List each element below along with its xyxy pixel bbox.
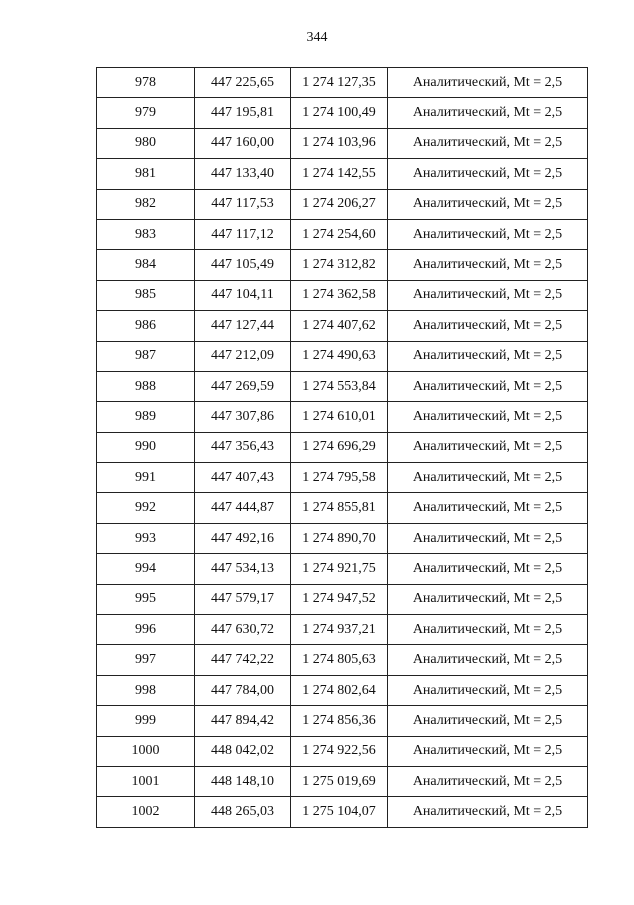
x-coordinate-cell: 447 307,86 — [195, 402, 291, 432]
x-coordinate-cell: 447 133,40 — [195, 159, 291, 189]
y-coordinate-cell: 1 274 937,21 — [291, 615, 388, 645]
y-coordinate-cell: 1 274 103,96 — [291, 128, 388, 158]
table-row — [97, 128, 588, 158]
table-row — [97, 341, 588, 371]
table-row — [97, 645, 588, 675]
point-number-cell: 983 — [97, 219, 195, 249]
table-row — [97, 280, 588, 310]
table-row — [97, 584, 588, 614]
table-row — [97, 554, 588, 584]
method-cell: Аналитический, Mt = 2,5 — [388, 311, 588, 341]
point-number-cell: 985 — [97, 280, 195, 310]
page-number: 344 — [306, 30, 328, 45]
table-row — [97, 159, 588, 189]
table-row — [97, 615, 588, 645]
y-coordinate-cell: 1 274 856,36 — [291, 706, 388, 736]
point-number-cell: 992 — [97, 493, 195, 523]
method-cell: Аналитический, Mt = 2,5 — [388, 98, 588, 128]
method-cell: Аналитический, Mt = 2,5 — [388, 128, 588, 158]
table-row — [97, 402, 588, 432]
y-coordinate-cell: 1 274 254,60 — [291, 219, 388, 249]
x-coordinate-cell: 448 265,03 — [195, 797, 291, 827]
y-coordinate-cell: 1 274 206,27 — [291, 189, 388, 219]
point-number-cell: 998 — [97, 675, 195, 705]
x-coordinate-cell: 447 444,87 — [195, 493, 291, 523]
x-coordinate-cell: 448 148,10 — [195, 766, 291, 796]
point-number-cell: 981 — [97, 159, 195, 189]
point-number-cell: 991 — [97, 463, 195, 493]
x-coordinate-cell: 447 630,72 — [195, 615, 291, 645]
x-coordinate-cell: 447 534,13 — [195, 554, 291, 584]
table-row — [97, 493, 588, 523]
x-coordinate-cell: 447 579,17 — [195, 584, 291, 614]
method-cell: Аналитический, Mt = 2,5 — [388, 615, 588, 645]
point-number-cell: 1001 — [97, 766, 195, 796]
method-cell: Аналитический, Mt = 2,5 — [388, 645, 588, 675]
y-coordinate-cell: 1 274 362,58 — [291, 280, 388, 310]
table-row — [97, 250, 588, 280]
table-row — [97, 736, 588, 766]
point-number-cell: 999 — [97, 706, 195, 736]
method-cell: Аналитический, Mt = 2,5 — [388, 493, 588, 523]
x-coordinate-cell: 447 104,11 — [195, 280, 291, 310]
point-number-cell: 1002 — [97, 797, 195, 827]
point-number-cell: 979 — [97, 98, 195, 128]
table-row — [97, 675, 588, 705]
y-coordinate-cell: 1 274 802,64 — [291, 675, 388, 705]
y-coordinate-cell: 1 274 610,01 — [291, 402, 388, 432]
point-number-cell: 994 — [97, 554, 195, 584]
y-coordinate-cell: 1 274 922,56 — [291, 736, 388, 766]
method-cell: Аналитический, Mt = 2,5 — [388, 463, 588, 493]
method-cell: Аналитический, Mt = 2,5 — [388, 159, 588, 189]
point-number-cell: 984 — [97, 250, 195, 280]
method-cell: Аналитический, Mt = 2,5 — [388, 402, 588, 432]
point-number-cell: 986 — [97, 311, 195, 341]
method-cell: Аналитический, Mt = 2,5 — [388, 189, 588, 219]
point-number-cell: 997 — [97, 645, 195, 675]
x-coordinate-cell: 447 127,44 — [195, 311, 291, 341]
table-row — [97, 463, 588, 493]
method-cell: Аналитический, Mt = 2,5 — [388, 432, 588, 462]
x-coordinate-cell: 447 269,59 — [195, 371, 291, 401]
x-coordinate-cell: 448 042,02 — [195, 736, 291, 766]
y-coordinate-cell: 1 274 696,29 — [291, 432, 388, 462]
method-cell: Аналитический, Mt = 2,5 — [388, 68, 588, 98]
table-row — [97, 766, 588, 796]
y-coordinate-cell: 1 274 890,70 — [291, 523, 388, 553]
point-number-cell: 989 — [97, 402, 195, 432]
method-cell: Аналитический, Mt = 2,5 — [388, 584, 588, 614]
point-number-cell: 978 — [97, 68, 195, 98]
y-coordinate-cell: 1 274 553,84 — [291, 371, 388, 401]
method-cell: Аналитический, Mt = 2,5 — [388, 797, 588, 827]
y-coordinate-cell: 1 275 019,69 — [291, 766, 388, 796]
method-cell: Аналитический, Mt = 2,5 — [388, 736, 588, 766]
y-coordinate-cell: 1 274 795,58 — [291, 463, 388, 493]
table-row — [97, 219, 588, 249]
x-coordinate-cell: 447 212,09 — [195, 341, 291, 371]
x-coordinate-cell: 447 117,12 — [195, 219, 291, 249]
x-coordinate-cell: 447 105,49 — [195, 250, 291, 280]
y-coordinate-cell: 1 274 407,62 — [291, 311, 388, 341]
point-number-cell: 987 — [97, 341, 195, 371]
method-cell: Аналитический, Mt = 2,5 — [388, 219, 588, 249]
point-number-cell: 980 — [97, 128, 195, 158]
y-coordinate-cell: 1 274 100,49 — [291, 98, 388, 128]
x-coordinate-cell: 447 894,42 — [195, 706, 291, 736]
y-coordinate-cell: 1 274 855,81 — [291, 493, 388, 523]
x-coordinate-cell: 447 742,22 — [195, 645, 291, 675]
table-row — [97, 311, 588, 341]
table-row — [97, 189, 588, 219]
method-cell: Аналитический, Mt = 2,5 — [388, 766, 588, 796]
y-coordinate-cell: 1 274 805,63 — [291, 645, 388, 675]
point-number-cell: 996 — [97, 615, 195, 645]
method-cell: Аналитический, Mt = 2,5 — [388, 250, 588, 280]
y-coordinate-cell: 1 275 104,07 — [291, 797, 388, 827]
y-coordinate-cell: 1 274 312,82 — [291, 250, 388, 280]
table-row — [97, 706, 588, 736]
coordinates-table — [96, 67, 588, 828]
method-cell: Аналитический, Mt = 2,5 — [388, 280, 588, 310]
y-coordinate-cell: 1 274 947,52 — [291, 584, 388, 614]
y-coordinate-cell: 1 274 490,63 — [291, 341, 388, 371]
table-row — [97, 797, 588, 827]
x-coordinate-cell: 447 195,81 — [195, 98, 291, 128]
x-coordinate-cell: 447 160,00 — [195, 128, 291, 158]
method-cell: Аналитический, Mt = 2,5 — [388, 675, 588, 705]
coordinates-table-body — [97, 68, 588, 828]
table-row — [97, 523, 588, 553]
x-coordinate-cell: 447 492,16 — [195, 523, 291, 553]
y-coordinate-cell: 1 274 127,35 — [291, 68, 388, 98]
table-row — [97, 371, 588, 401]
point-number-cell: 988 — [97, 371, 195, 401]
point-number-cell: 982 — [97, 189, 195, 219]
method-cell: Аналитический, Mt = 2,5 — [388, 341, 588, 371]
method-cell: Аналитический, Mt = 2,5 — [388, 706, 588, 736]
y-coordinate-cell: 1 274 921,75 — [291, 554, 388, 584]
y-coordinate-cell: 1 274 142,55 — [291, 159, 388, 189]
table-row — [97, 432, 588, 462]
point-number-cell: 1000 — [97, 736, 195, 766]
x-coordinate-cell: 447 117,53 — [195, 189, 291, 219]
method-cell: Аналитический, Mt = 2,5 — [388, 523, 588, 553]
x-coordinate-cell: 447 225,65 — [195, 68, 291, 98]
point-number-cell: 995 — [97, 584, 195, 614]
point-number-cell: 993 — [97, 523, 195, 553]
method-cell: Аналитический, Mt = 2,5 — [388, 371, 588, 401]
x-coordinate-cell: 447 784,00 — [195, 675, 291, 705]
method-cell: Аналитический, Mt = 2,5 — [388, 554, 588, 584]
point-number-cell: 990 — [97, 432, 195, 462]
x-coordinate-cell: 447 356,43 — [195, 432, 291, 462]
x-coordinate-cell: 447 407,43 — [195, 463, 291, 493]
table-row — [97, 98, 588, 128]
table-row — [97, 68, 588, 98]
